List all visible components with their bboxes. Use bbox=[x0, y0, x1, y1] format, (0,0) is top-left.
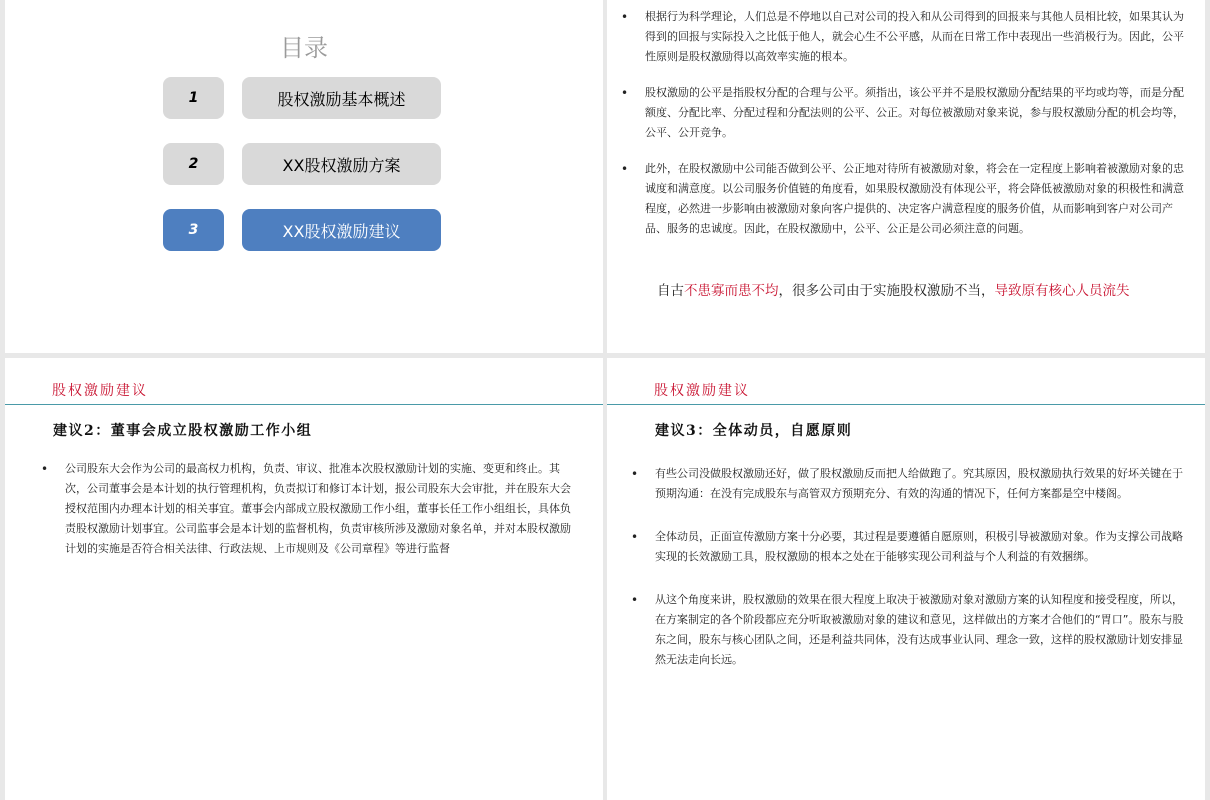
toc-item-2[interactable]: XX股权激励方案 bbox=[242, 143, 441, 185]
toc-item-1[interactable]: 股权激励基本概述 bbox=[242, 77, 441, 119]
highlight-quote bbox=[657, 279, 1130, 299]
toc-number-1[interactable]: 1 bbox=[163, 77, 224, 119]
bullet-list bbox=[35, 459, 580, 559]
slide-suggestion-2 bbox=[5, 358, 603, 800]
bullet-item: • 根据行为科学理论，人们总是不停地以自己对公司的投入和从公司得到的回报来与其他人员相比较，如果其认为得到的回报与实际投入之比低于他人，就会心生不公平感，从而在日常工作中表现出一些消极行为。因此，公平性原则是股权激励得以高效率实施的根本。 bbox=[615, 7, 1185, 67]
quote-text: 自古 bbox=[657, 283, 684, 299]
slide-toc bbox=[5, 0, 603, 353]
section-divider bbox=[607, 404, 1205, 405]
bullet-list bbox=[625, 464, 1185, 693]
bullet-item: • 此外，在股权激励中公司能否做到公平、公正地对待所有被激励对象，将会在一定程度上影响着被激励对象的忠诚度和满意度。以公司服务价值链的角度看，如果股权激励没有体现公平，将会降低被激励对象的积极性和满意程度，必然进一步影响由被激励对象向客户提供的、决定客户满意程度的服务价值，从而影响到客户对公司产品、服务的忠诚度。因此，在股权激励中，公平、公正是公司必须注意的问题。 bbox=[615, 159, 1185, 239]
bullet-item: • 股权激励的公平是指股权分配的合理与公平。须指出，该公平并不是股权激励分配结果的平均或均等，而是分配额度、分配比率、分配过程和分配法则的公平、公正。对每位被激励对象来说，参与股权激励分配的机会均等，公平、公开竞争。 bbox=[615, 83, 1185, 143]
toc-number-3[interactable]: 3 bbox=[163, 209, 224, 251]
quote-text: ，很多公司由于实施股权激励不当， bbox=[778, 283, 995, 299]
section-title: 股权激励建议 bbox=[654, 383, 750, 399]
suggestion-title: 建议3：全体动员，自愿原则 bbox=[655, 423, 853, 439]
suggestion-title: 建议2：董事会成立股权激励工作小组 bbox=[53, 423, 313, 439]
bullet-item: • 全体动员，正面宣传激励方案十分必要，其过程是要遵循自愿原则，积极引导被激励对象。作为支撑公司战略实现的长效激励工具，股权激励的根本之处在于能够实现公司利益与个人利益的有效捆绑。 bbox=[625, 527, 1185, 567]
toc-number-2[interactable]: 2 bbox=[163, 143, 224, 185]
slide-fairness bbox=[607, 0, 1205, 353]
section-title: 股权激励建议 bbox=[52, 383, 148, 399]
slide-suggestion-3 bbox=[607, 358, 1205, 800]
toc-title: 目录 bbox=[280, 34, 328, 62]
toc-item-3[interactable]: XX股权激励建议 bbox=[242, 209, 441, 251]
bullet-item: • 从这个角度来讲，股权激励的效果在很大程度上取决于被激励对象对激励方案的认知程度和接受程度，所以，在方案制定的各个阶段都应充分听取被激励对象的建议和意见，这样做出的方案才合他们的“胃口”。股东与股东之间，股东与核心团队之间，还是利益共同体，没有达成事业认同、理念一致，这样的股权激励计划安排显然无法走向长远。 bbox=[625, 590, 1185, 670]
quote-highlight: 不患寡而患不均 bbox=[684, 283, 779, 299]
bullet-item: • 有些公司没做股权激励还好，做了股权激励反而把人给做跑了。究其原因，股权激励执行效果的好坏关键在于预期沟通：在没有完成股东与高管双方预期充分、有效的沟通的情况下，任何方案都是空中楼阁。 bbox=[625, 464, 1185, 504]
bullet-list bbox=[615, 7, 1185, 255]
section-divider bbox=[5, 404, 603, 405]
bullet-item: • 公司股东大会作为公司的最高权力机构，负责、审议、批准本次股权激励计划的实施、变更和终止。其次，公司董事会是本计划的执行管理机构，负责拟订和修订本计划，报公司股东大会审批，并在股东大会授权范围内办理本计划的相关事宜。董事会内部成立股权激励工作小组，董事长任工作小组组长，具体负责股权激励计划事宜。公司监事会是本计划的监督机构，负责审核所涉及激励对象名单，并对本股权激励计划的实施是否符合相关法律、行政法规、上市规则及《公司章程》等进行监督 bbox=[35, 459, 580, 559]
quote-highlight: 导致原有核心人员流失 bbox=[994, 283, 1130, 299]
